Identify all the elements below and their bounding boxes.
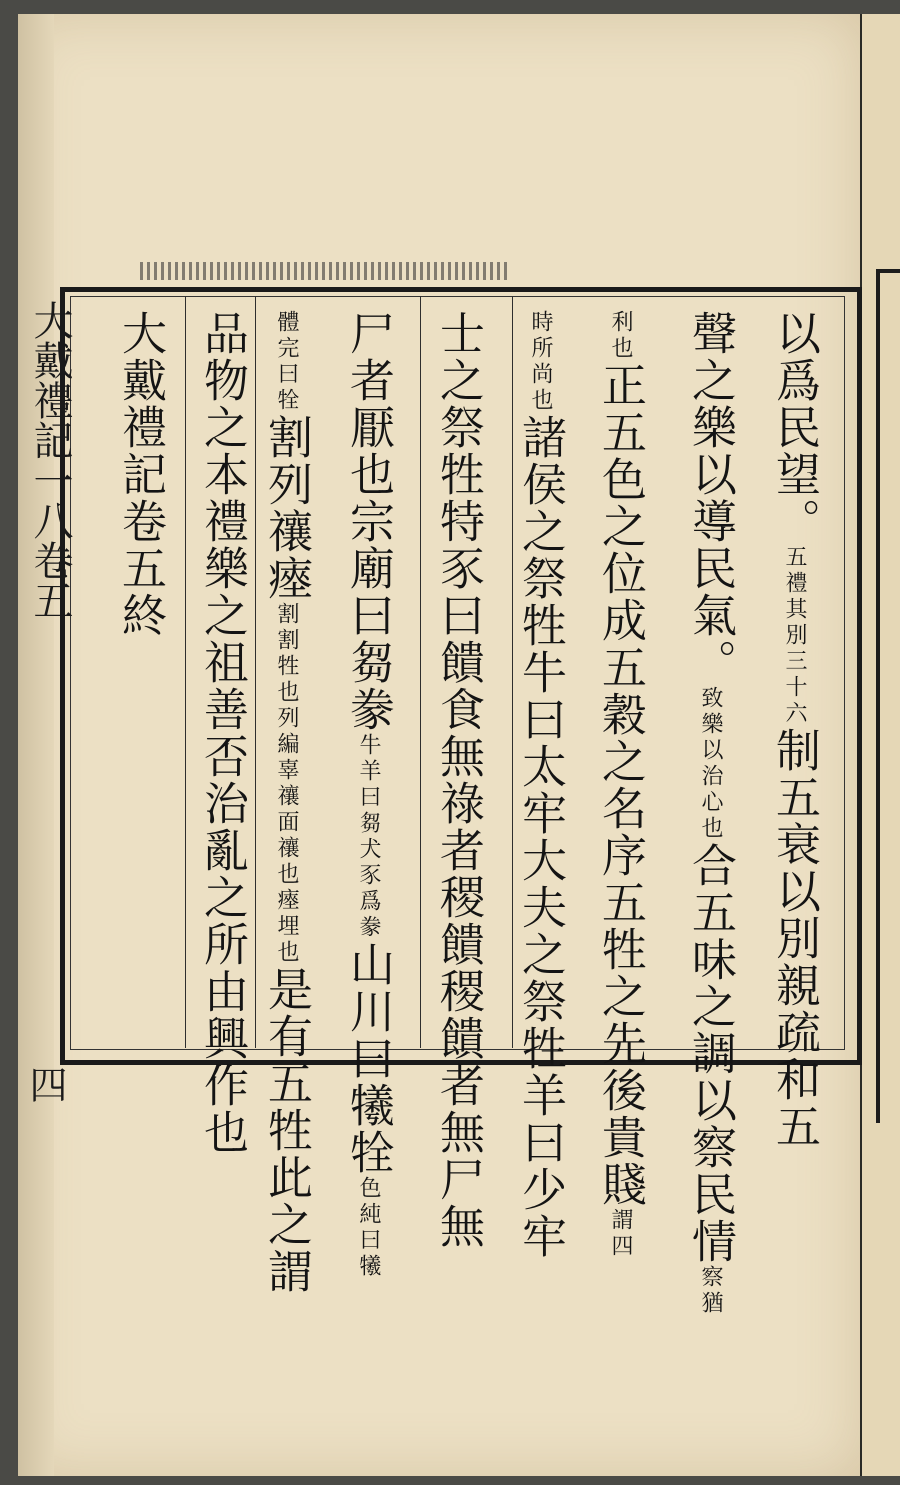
main-text: 正五色之位成五穀之名序五牲之先後貴賤	[594, 362, 647, 1208]
commentary-text: 謂四	[608, 1208, 633, 1260]
facing-page-edge	[860, 14, 900, 1476]
facing-page-frame	[876, 269, 900, 1123]
text-column-4	[514, 310, 567, 1260]
folio-number: 四	[23, 1065, 67, 1103]
text-column-9	[114, 310, 167, 639]
main-text: 諸侯之祭牲牛曰太牢大夫之祭牲羊曰少牢	[514, 414, 567, 1260]
text-column-7	[260, 310, 313, 1295]
main-text: 以爲民望。	[768, 310, 821, 545]
main-text: 合五味之調以察民情	[684, 842, 737, 1265]
margin-title: 大戴禮記一八卷五	[27, 300, 73, 620]
column-rule	[512, 296, 513, 1048]
text-column-3	[594, 310, 647, 1260]
commentary-text: 利也	[608, 310, 633, 362]
commentary-text: 體完曰牷	[274, 310, 299, 414]
commentary-text: 察猶	[698, 1265, 723, 1317]
main-text: 是有五牲此之謂	[260, 966, 313, 1295]
column-rule	[185, 296, 186, 1048]
main-text: 士之祭牲特豕曰饋食無祿者稷饋稷饋者無尸無	[432, 310, 485, 1250]
commentary-text: 牛羊曰芻犬豕爲豢	[356, 733, 381, 941]
page-spine	[18, 14, 54, 1476]
commentary-text: 割割牲也列編辜禳面禳也瘞埋也	[274, 602, 299, 966]
commentary-text: 時所尚也	[528, 310, 553, 414]
main-text: 割列禳瘞	[260, 414, 313, 602]
main-text: 聲之樂以導民氣。	[684, 310, 737, 686]
text-column-8	[196, 310, 249, 1156]
commentary-text: 五禮其別三十六	[782, 545, 807, 727]
text-column-6	[342, 310, 395, 1280]
commentary-text: 致樂以治心也	[698, 686, 723, 842]
chapter-end-text: 大戴禮記卷五終	[114, 310, 167, 639]
main-text: 制五衰以別親疏和五	[768, 727, 821, 1150]
main-text: 尸者厭也宗廟曰芻豢	[342, 310, 395, 733]
column-rule	[255, 296, 256, 1048]
text-column-5	[432, 310, 485, 1250]
column-rule	[420, 296, 421, 1048]
text-column-1	[768, 310, 821, 1150]
main-text: 品物之本禮樂之祖善否治亂之所由興作也	[196, 310, 249, 1156]
commentary-text: 色純曰犧	[356, 1176, 381, 1280]
main-text: 山川曰犧牷	[342, 941, 395, 1176]
ink-smudge	[140, 262, 510, 280]
text-column-2	[684, 310, 737, 1317]
